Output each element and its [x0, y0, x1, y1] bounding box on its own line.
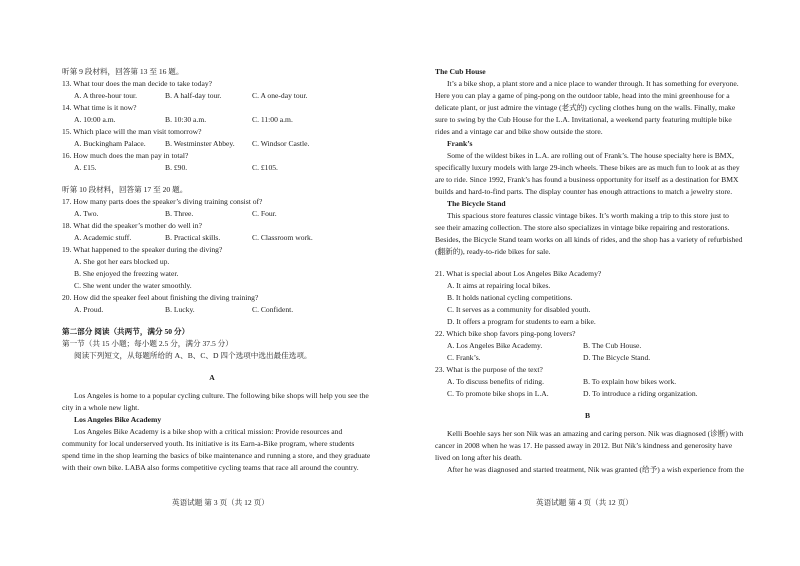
passage-line: Besides, the Bicycle Stand team works on all kinds of rides, and the shop has a variety of refurbished: [435, 235, 743, 244]
question-23: 23. What is the purpose of the text?: [435, 365, 543, 374]
shop-heading: Frank’s: [447, 139, 473, 148]
option-b: B. A half-day tour.: [165, 91, 222, 100]
passage-line: specifically luxury models with large 29-inch wheels. These bikes are as much fun to look at as they: [435, 163, 740, 172]
question-22: 22. Which bike shop favors ping-pong lovers?: [435, 329, 576, 338]
option-d: D. It offers a program for students to earn a bike.: [447, 317, 596, 326]
passage-line: (翻新的), ready-to-ride bikes for sale.: [435, 247, 551, 256]
question-13: 13. What tour does the man decide to take today?: [62, 79, 212, 88]
option-d: D. The Bicycle Stand.: [583, 353, 651, 362]
option-b: B. 10:30 a.m.: [165, 115, 207, 124]
option-b: B. The Cub House.: [583, 341, 642, 350]
question-13-options: [62, 90, 362, 102]
option-b: B. She enjoyed the freezing water.: [74, 269, 179, 278]
passage-line: rides and a vintage car and bike show outside the store.: [435, 127, 603, 136]
question-21: 21. What is special about Los Angeles Bike Academy?: [435, 269, 602, 278]
passage-line: spend time in the shop learning the basics of bike maintenance and running a store, and they graduate: [62, 451, 371, 460]
option-c: C. Frank’s.: [447, 353, 481, 362]
option-c: C. £105.: [252, 163, 278, 172]
question-15: 15. Which place will the man visit tomorrow?: [62, 127, 202, 136]
option-c: C. To promote bike shops in L.A.: [447, 389, 549, 398]
reading-instruction: 阅读下列短文，从每题所给的 A、B、C、D 四个选项中选出最佳选项。: [74, 351, 312, 360]
question-16: 16. How much does the man pay in total?: [62, 151, 189, 160]
section-9-header: 听第 9 段材料，回答第 13 至 16 题。: [62, 67, 184, 76]
passage-line: builds and hard-to-find parts. The display counter has enough attractions to match a jewelry store.: [435, 187, 733, 196]
option-b: B. Practical skills.: [165, 233, 221, 242]
passage-line: This spacious store features classic vintage bikes. It’s worth making a trip to this store just to: [447, 211, 729, 220]
question-16-options: [62, 162, 362, 174]
option-c: C. It serves as a community for disabled youth.: [447, 305, 591, 314]
option-a: A. Proud.: [74, 305, 104, 314]
option-a: A. Los Angeles Bike Academy.: [447, 341, 543, 350]
passage-line: with their own bike. LABA also forms competitive cycling teams that race all around the country.: [62, 463, 359, 472]
option-c: C. Windsor Castle.: [252, 139, 310, 148]
passage-line: community for local underserved youth. Its initiative is its Earn-a-Bike program, where students: [62, 439, 355, 448]
question-22-options: [435, 340, 740, 352]
question-22-options: [435, 352, 740, 364]
passage-line: are to ride. Since 1992, Frank’s has found a business opportunity for itself as a destination for BMX: [435, 175, 739, 184]
passage-line: Los Angeles Bike Academy is a bike shop with a critical mission: Provide resources and: [74, 427, 343, 436]
option-b: B. Three.: [165, 209, 194, 218]
option-b: B. Lucky.: [165, 305, 195, 314]
option-a: A. A three-hour tour.: [74, 91, 138, 100]
passage-line: Here you can play a game of ping-pong on the outdoor table, head into the mini greenhouse for a: [435, 91, 730, 100]
question-18-options: [62, 232, 362, 244]
question-17: 17. How many parts does the speaker’s diving training consist of?: [62, 197, 263, 206]
question-23-options: [435, 388, 740, 400]
section-10-header: 听第 10 段材料，回答第 17 至 20 题。: [62, 185, 188, 194]
left-page: [62, 66, 371, 474]
option-b: B. £90.: [165, 163, 188, 172]
question-15-options: [62, 138, 362, 150]
question-20-options: [62, 304, 362, 316]
passage-line: It’s a bike shop, a plant store and a nice place to wander through. It has something for everyone.: [447, 79, 739, 88]
question-18: 18. What did the speaker’s mother do well in?: [62, 221, 202, 230]
option-a: A. 10:00 a.m.: [74, 115, 116, 124]
option-b: B. Westminster Abbey.: [165, 139, 235, 148]
option-a: A. Academic stuff.: [74, 233, 132, 242]
passage-line: delicate plant, or just admire the vintage (老式的) cycling clothes hung on the walls. Finally, make: [435, 103, 736, 112]
section-1-line: 第一节（共 15 小题；每小题 2.5 分，满分 37.5 分）: [62, 339, 233, 348]
question-17-options: [62, 208, 362, 220]
shop-heading: The Cub House: [435, 67, 486, 76]
option-c: C. 11:00 a.m.: [252, 115, 293, 124]
passage-b-label: B: [584, 411, 591, 420]
option-a: A. It aims at repairing local bikes.: [447, 281, 551, 290]
passage-line: Some of the wildest bikes in L.A. are rolling out of Frank’s. The house specialty here is BMX,: [447, 151, 734, 160]
option-d: D. To introduce a riding organization.: [583, 389, 698, 398]
question-14: 14. What time is it now?: [62, 103, 137, 112]
passage-line: Kelli Boehle says her son Nik was an amazing and caring person. Nik was diagnosed (诊断) with: [447, 429, 744, 438]
shop-heading: Los Angeles Bike Academy: [74, 415, 162, 424]
option-a: A. Two.: [74, 209, 99, 218]
question-23-options: [435, 376, 740, 388]
part-2-title: 第二部分 阅读（共两节，满分 50 分）: [62, 327, 190, 336]
passage-line: sure to swing by the Cub House for the L.A. Invitational, a weekend party featuring multiple bike: [435, 115, 732, 124]
passage-line: see their amazing collection. The store also specializes in vintage bike repairing and restorations.: [435, 223, 730, 232]
question-20: 20. How did the speaker feel about finishing the diving training?: [62, 293, 259, 302]
passage-a-label: A: [209, 373, 215, 382]
option-a: A. £15.: [74, 163, 97, 172]
passage-line: cancer in 2008 when he was 17. He passed away in 2012. But Nik’s kindness and generosity have: [435, 441, 733, 450]
passage-line: lived on long after his death.: [435, 453, 522, 462]
option-c: C. Classroom work.: [252, 233, 313, 242]
shop-heading: The Bicycle Stand: [447, 199, 506, 208]
option-a: A. To discuss benefits of riding.: [447, 377, 544, 386]
option-a: A. Buckingham Palace.: [74, 139, 146, 148]
option-b: B. To explain how bikes work.: [583, 377, 677, 386]
passage-line: After he was diagnosed and started treatment, Nik was granted (给予) a wish experience from the: [447, 465, 744, 474]
option-c: C. Four.: [252, 209, 277, 218]
page-footer-left: 英语试题 第 3 页（共 12 页）: [172, 498, 269, 507]
intro-line: city in a whole new light.: [62, 403, 140, 412]
option-c: C. A one-day tour.: [252, 91, 308, 100]
option-b: B. It holds national cycling competitions.: [447, 293, 573, 302]
question-14-options: [62, 114, 362, 126]
right-page: [435, 66, 744, 476]
question-19: 19. What happened to the speaker during the diving?: [62, 245, 223, 254]
option-c: C. Confident.: [252, 305, 294, 314]
page-footer-right: 英语试题 第 4 页（共 12 页）: [536, 498, 633, 507]
option-a: A. She got her ears blocked up.: [74, 257, 170, 266]
option-c: C. She went under the water smoothly.: [74, 281, 192, 290]
intro-line: Los Angeles is home to a popular cycling culture. The following bike shops will help you see the: [74, 391, 369, 400]
